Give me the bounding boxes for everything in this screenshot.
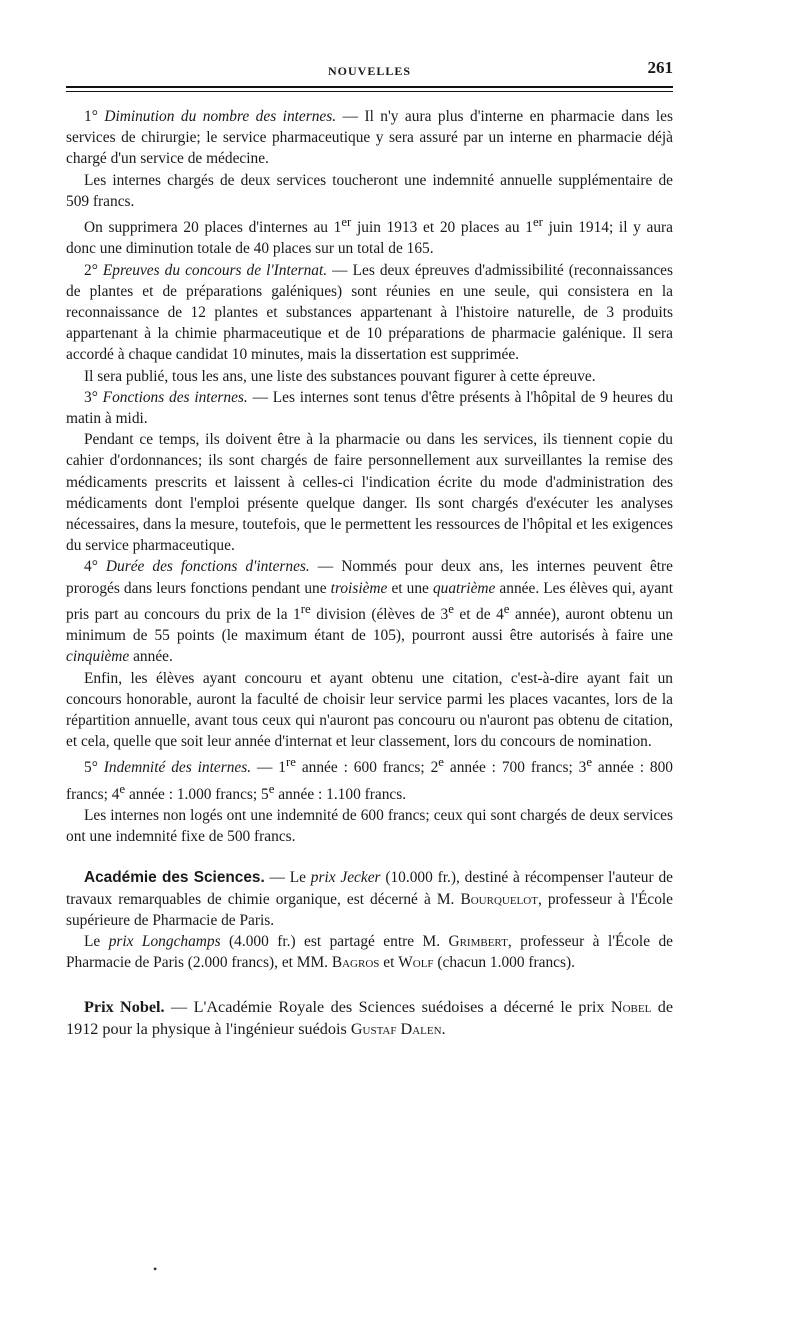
paragraph-academie-longchamps: Le prix Longchamps (4.000 fr.) est partagé entre M. Grimbert, professeur à l'École de Pharmacie de Paris (2.000 francs), et MM. Bagros et Wolf (chacun 1.000 francs). [66,933,673,972]
running-title: NOUVELLES [327,64,412,78]
paragraph-liste-substances: Il sera publié, tous les ans, une liste des substances pouvant figurer à cette épreuve. [84,367,596,385]
paragraph-pendant-ce-temps: Pendant ce temps, ils doivent être à la pharmacie ou dans les services, ils tiennent copie du cahier d'ordonnances; ils sont chargés de faire personnellement aux surveillantes la remise des médicaments prescrits et laissent à celles-ci l'indication écrite du mode d'administration des médicaments dont l'emploi présente quelque danger. Ils sont chargés d'exécuter les analyses nécessaires, dans la mesure, toutefois, que le permettent les ressources de l'hôpital et les exigences du service pharmaceutique. [66,431,673,555]
header-rule-thin [66,91,673,92]
page [66,58,673,1040]
paragraph-indemnite-supplementaire: Les internes chargés de deux services toucheront une indemnité annuelle supplémentaire de 509 francs. [66,171,673,210]
page-number: 261 [647,58,673,77]
paragraph-duree: 4° Durée des fonctions d'internes. — Nommés pour deux ans, les internes peuvent être prorogés dans leurs fonctions pendant une troisième et une quatrième année. Les élèves qui, ayant pris part au concours du prix de la 1re division (élèves de 3e et de 4e année), auront obtenu un minimum de 55 points (le maximum étant de 105), pourront aussi être autorisés à faire une cinquième année. [66,558,674,666]
paragraph-suppression-places: On supprimera 20 places d'internes au 1er juin 1913 et 20 places au 1er juin 1914; il y aura donc une diminution totale de 40 places sur un total de 165. [66,215,674,258]
paragraph-non-loges: Les internes non logés ont une indemnité de 600 francs; ceux qui sont chargés de deux services ont une indemnité fixe de 500 francs. [66,807,673,846]
paragraph-enfin: Enfin, les élèves ayant concouru et ayant obtenu une citation, c'est-à-dire ayant fait un concours honorable, auront la faculté de choisir leur service parmi les places vacantes, lors de la répartition annuelle, avant tous ceux qui n'auront pas concouru ou n'auront pas obtenu de citation, et cela, quelle que soit leur année d'internat et leur classement, lors du concours de nomination. [66,669,673,751]
section-title-duree: Durée des fonctions d'internes. [105,558,310,576]
paragraph-diminution: 1° Diminution du nombre des internes. — Il n'y aura plus d'interne en pharmacie dans les services de chirurgie; le service pharmaceutique y sera assuré par un interne en pharmacie déjà chargé d'un service de médecine. [66,108,673,168]
header-rule [66,86,673,88]
print-speck: • [153,1262,158,1276]
section-title-diminution: Diminution du nombre des internes. [104,108,337,125]
article-body [66,106,673,1040]
paragraph-prix-nobel: Prix Nobel. — L'Académie Royale des Sciences suédoises a décerné le prix Nobel de 1912 pour la physique à l'ingénieur suédois Gustaf Dalen. [66,998,674,1038]
paragraph-academie-jecker: Académie des Sciences. — Le prix Jecker (10.000 fr.), destiné à récompenser l'auteur de travaux remarquables de chimie organique, est décerné à M. Bourquelot, professeur à l'École supérieure de Pharmacie de Paris. [66,869,673,929]
section-title-epreuves: Epreuves du concours de l'Internat. [102,261,328,279]
section-title-fonctions: Fonctions des internes. [102,388,248,406]
paragraph-fonctions: 3° Fonctions des internes. — Les internes sont tenus d'être présents à l'hôpital de 9 heures du matin à midi. [66,388,674,427]
academie-heading: Académie des Sciences. [84,869,265,887]
paragraph-epreuves: 2° Epreuves du concours de l'Internat. — Les deux épreuves d'admissibilité (reconnaissances de plantes et de préparations galéniques) sont réunies en une seule, qui consistera en la reconnaissance de 12 plantes et substances appartenant à l'histoire naturelle, de 3 produits appartenant à la chimie pharmaceutique et de 10 préparations de pharmacie galénique. Il sera accordé à chaque candidat 10 minutes, mais la dissertation est supprimée. [66,261,673,364]
page-header [66,58,673,84]
nobel-heading: Prix Nobel. [84,998,165,1017]
paragraph-indemnite: 5° Indemnité des internes. — 1re année : 600 francs; 2e année : 700 francs; 3e année : 800 francs; 4e année : 1.000 francs; 5e année : 1.100 francs. [66,755,673,803]
section-title-indemnite: Indemnité des internes. [103,759,252,777]
